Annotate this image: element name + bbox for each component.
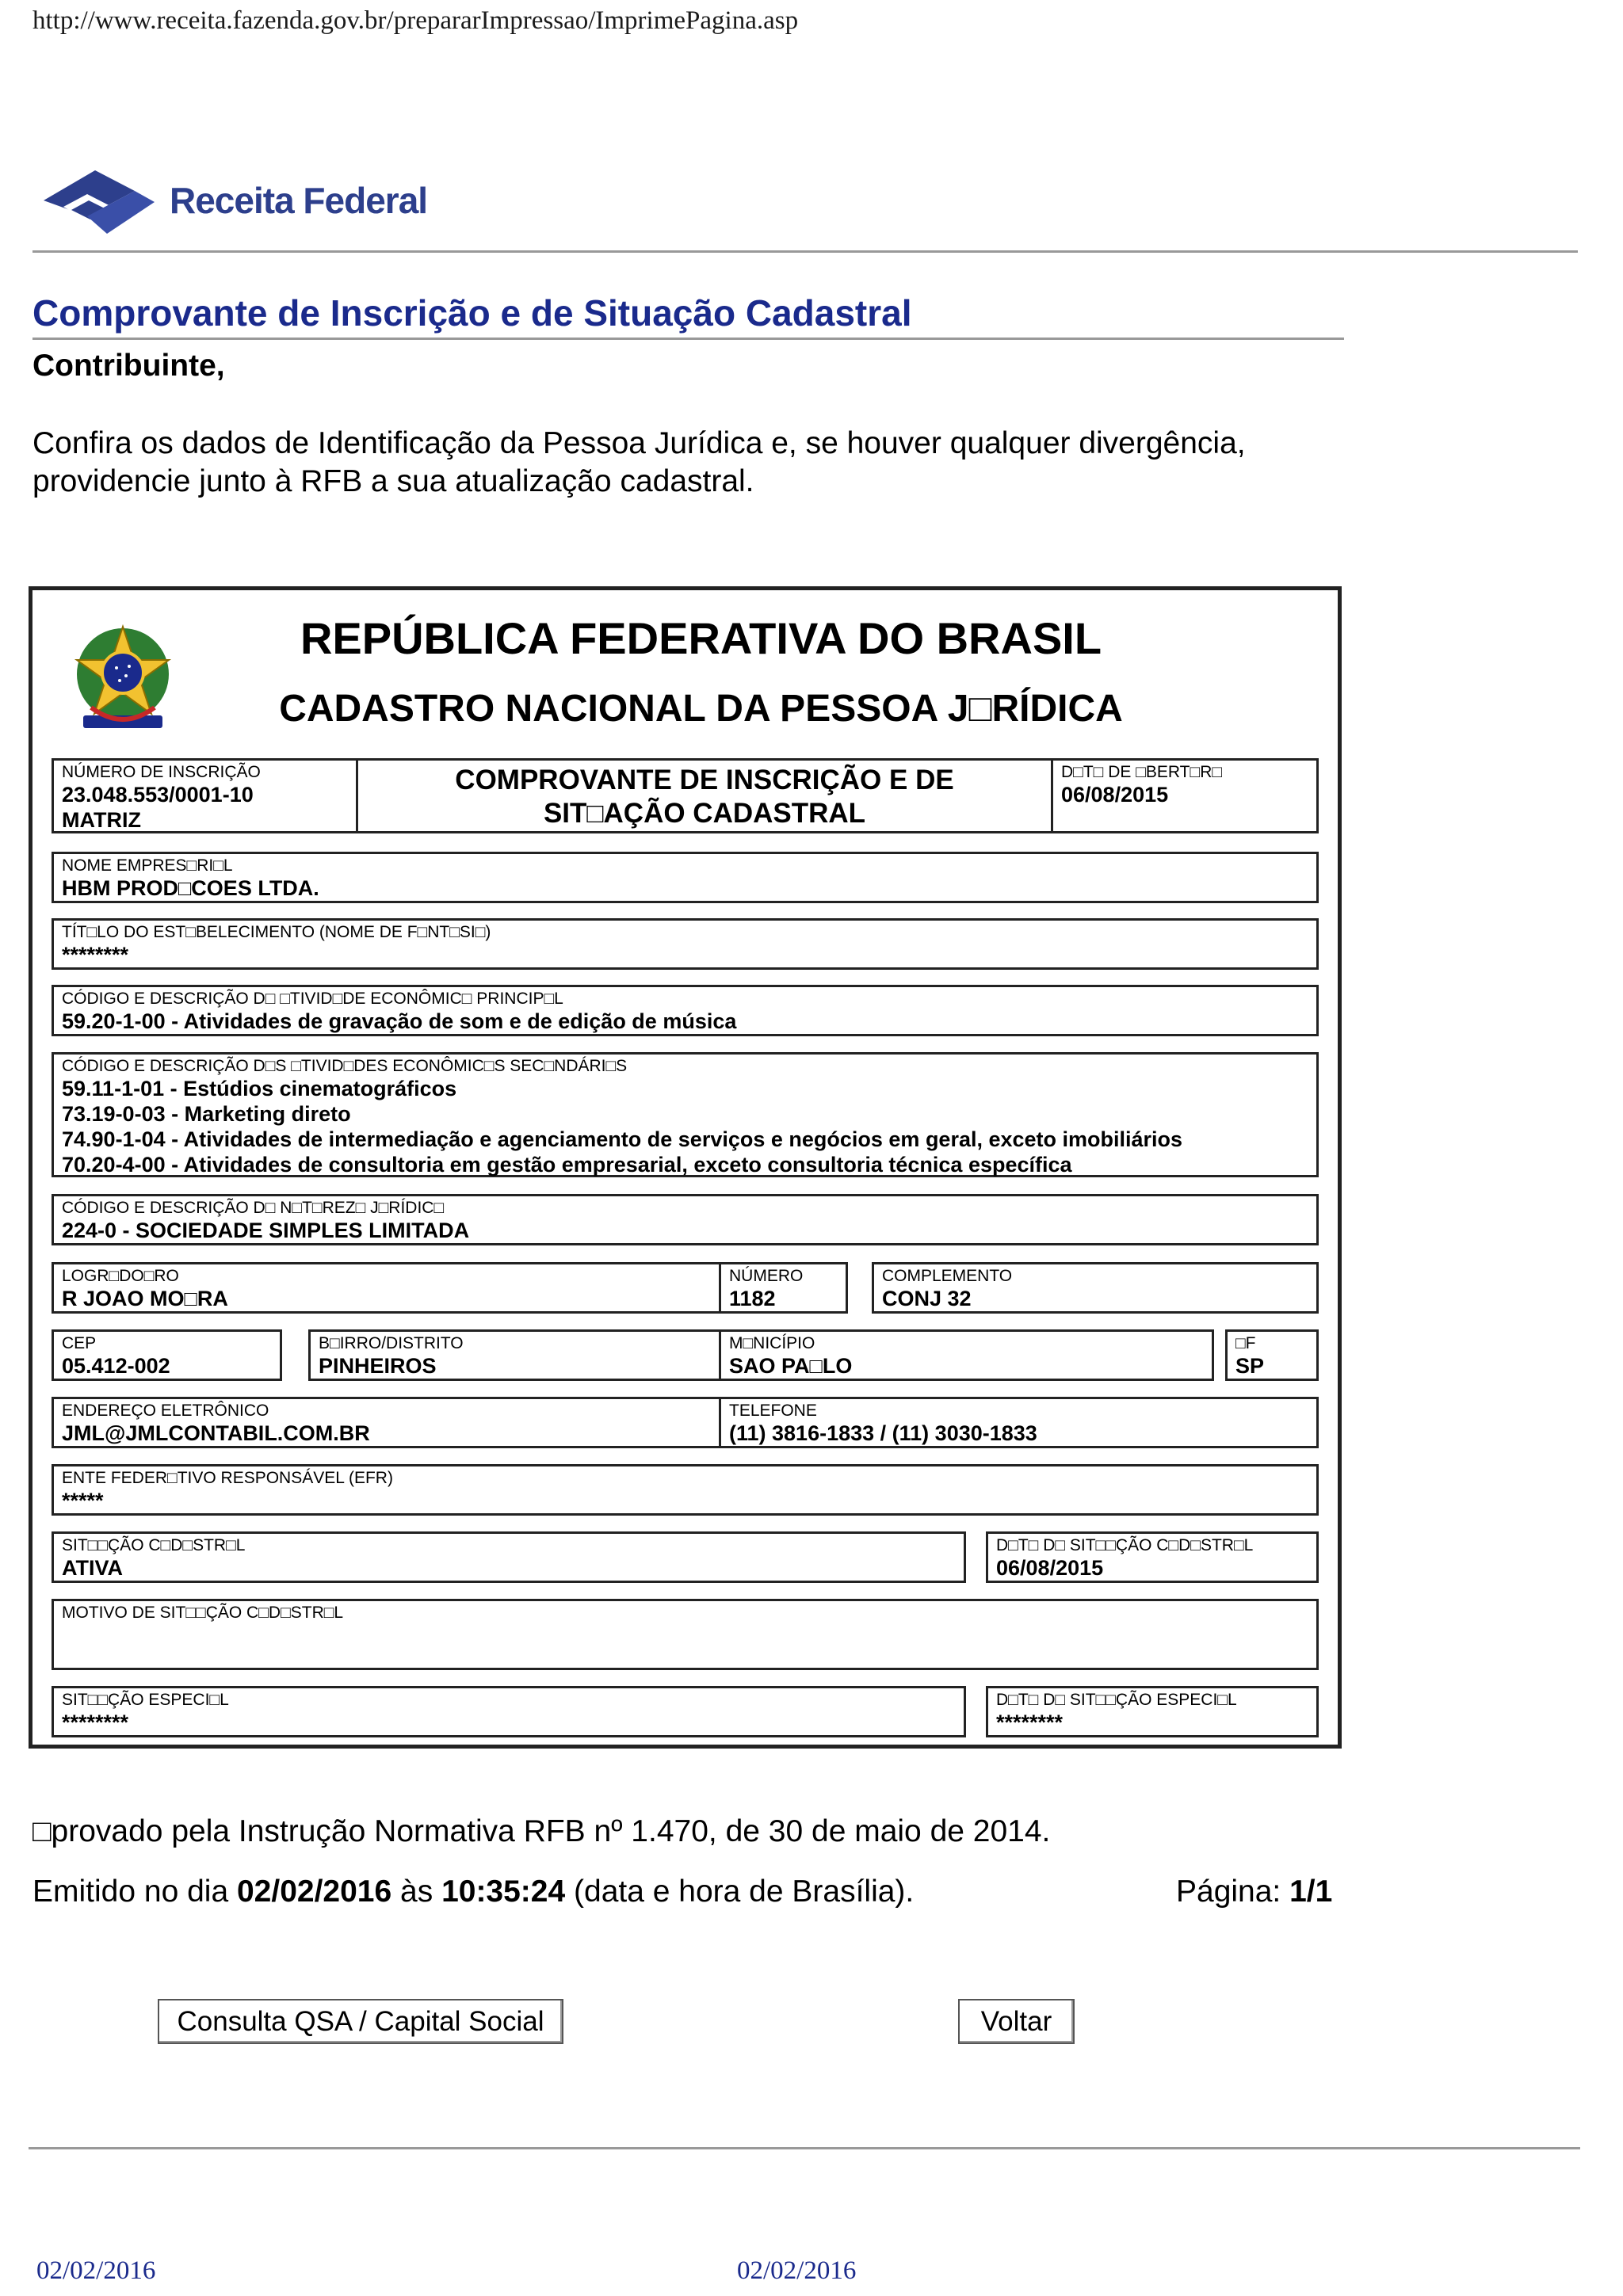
page-title: Comprovante de Inscrição e de Situação Cadastral <box>32 292 912 334</box>
atividade-principal-field <box>52 985 1319 1036</box>
intro-text: Confira os dados de Identificação da Pessoa Jurídica e, se houver qualquer divergência, providencie junto à RFB a sua atualização cadastral. <box>32 426 1246 498</box>
field-label: CÓDIGO E DESCRIÇÃO D□ N□T□REZ□ J□RÍDIC□ <box>62 1199 445 1217</box>
field-value: 1182 <box>729 1287 776 1310</box>
footer-date-right: 02/02/2016 <box>737 2256 857 2285</box>
field-label: ENTE FEDER□TIVO RESPONSÁVEL (EFR) <box>62 1469 393 1487</box>
complemento-field <box>872 1262 1319 1314</box>
field-value: 224-0 - SOCIEDADE SIMPLES LIMITADA <box>62 1219 470 1242</box>
field-value: R JOAO MO□RA <box>62 1287 228 1310</box>
uf-field <box>1225 1329 1319 1381</box>
page-counter <box>1176 1875 1332 1909</box>
consulta-qsa-button[interactable]: Consulta QSA / Capital Social <box>158 1999 563 2044</box>
field-label: LOGR□DO□RO <box>62 1267 179 1285</box>
bairro-field <box>308 1329 721 1381</box>
emission-prefix: Emitido no dia <box>32 1875 237 1909</box>
numero-inscricao-field <box>52 758 358 833</box>
field-label: D□T□ D□ SIT□□ÇÃO C□D□STR□L <box>996 1536 1254 1554</box>
situacao-especial-field <box>52 1686 966 1737</box>
emission-date: 02/02/2016 <box>236 1875 392 1909</box>
field-value: 59.20-1-00 - Atividades de gravação de som e de edição de música <box>62 1009 737 1033</box>
field-value: 06/08/2015 <box>996 1556 1104 1580</box>
field-label: □F <box>1235 1334 1256 1352</box>
top-divider <box>32 250 1578 253</box>
email-field <box>52 1397 721 1448</box>
data-situacao-field <box>986 1531 1319 1583</box>
field-label: CÓDIGO E DESCRIÇÃO D□S □TIVID□DES ECONÔMIC□S SEC□NDÁRI□S <box>62 1057 628 1075</box>
field-label: CEP <box>62 1334 97 1352</box>
logradouro-field <box>52 1262 721 1314</box>
field-label: COMPLEMENTO <box>882 1267 1013 1285</box>
secondary-activity: 70.20-4-00 - Atividades de consultoria em gestão empresarial, exceto consultoria técnica específica <box>62 1153 1072 1177</box>
logo-text: Receita Federal <box>170 180 428 221</box>
page-label: Página: <box>1176 1875 1290 1909</box>
numero-field <box>719 1262 848 1314</box>
field-label: D□T□ D□ SIT□□ÇÃO ESPECI□L <box>996 1691 1237 1709</box>
emission-time: 10:35:24 <box>441 1875 566 1909</box>
field-label: SIT□□ÇÃO ESPECI□L <box>62 1691 229 1709</box>
field-label: ENDEREÇO ELETRÔNICO <box>62 1402 269 1420</box>
emission-middle: às <box>391 1875 442 1909</box>
field-label: CÓDIGO E DESCRIÇÃO D□ □TIVID□DE ECONÔMIC□ PRINCIP□L <box>62 990 563 1008</box>
field-label: M□NICÍPIO <box>729 1334 815 1352</box>
data-situacao-especial-field <box>986 1686 1319 1737</box>
field-value: SP <box>1235 1354 1265 1378</box>
field-value: HBM PROD□COES LTDA. <box>62 876 319 900</box>
bottom-divider <box>29 2147 1580 2149</box>
title-underline <box>32 338 1344 340</box>
municipio-field <box>719 1329 1214 1381</box>
field-value: ******** <box>62 943 129 967</box>
field-value: JML@JMLCONTABIL.COM.BR <box>62 1421 370 1445</box>
nome-empresarial-field <box>52 852 1319 903</box>
page-value: 1/1 <box>1289 1875 1333 1909</box>
greeting: Contribuinte, <box>32 349 225 383</box>
motivo-situacao-field <box>52 1599 1319 1670</box>
field-value: 05.412-002 <box>62 1354 170 1378</box>
field-label: D□T□ DE □BERT□R□ <box>1061 763 1223 781</box>
field-label: SIT□□ÇÃO C□D□STR□L <box>62 1536 246 1554</box>
emission-suffix: (data e hora de Brasília). <box>565 1875 915 1909</box>
field-value: SAO PA□LO <box>729 1354 853 1378</box>
comprovante-title: COMPROVANTE DE INSCRIÇÃO E DE SIT□AÇÃO CADASTRAL <box>455 765 954 829</box>
efr-field <box>52 1464 1319 1516</box>
voltar-button[interactable]: Voltar <box>958 1999 1075 2044</box>
emission-info <box>32 1875 914 1909</box>
field-label: NÚMERO DE INSCRIÇÃO <box>62 763 261 781</box>
field-value-type: MATRIZ <box>62 808 141 832</box>
cnpj-certificate <box>29 586 1342 1749</box>
field-value: PINHEIROS <box>319 1354 437 1378</box>
natureza-juridica-field <box>52 1194 1319 1245</box>
titulo-estabelecimento-field <box>52 918 1319 970</box>
field-value: ATIVA <box>62 1556 123 1580</box>
field-value: (11) 3816-1833 / (11) 3030-1833 <box>729 1421 1037 1445</box>
field-value: ******** <box>996 1711 1064 1734</box>
approval-note: □provado pela Instrução Normativa RFB nº 1.470, de 30 de maio de 2014. <box>32 1814 1051 1848</box>
comprovante-title-box <box>356 758 1053 833</box>
field-label: TÍT□LO DO EST□BELECIMENTO (NOME DE F□NT□SI□) <box>62 923 491 941</box>
secondary-activity: 59.11-1-01 - Estúdios cinematográficos <box>62 1077 457 1100</box>
cadastro-heading: CADASTRO NACIONAL DA PESSOA J□RÍDICA <box>279 688 1123 730</box>
field-label: NOME EMPRES□RI□L <box>62 856 233 875</box>
cep-field <box>52 1329 282 1381</box>
field-value: ***** <box>62 1489 104 1512</box>
field-value: 06/08/2015 <box>1061 783 1169 807</box>
field-label: MOTIVO DE SIT□□ÇÃO C□D□STR□L <box>62 1604 344 1622</box>
field-label: NÚMERO <box>729 1267 804 1285</box>
field-label: B□IRRO/DISTRITO <box>319 1334 464 1352</box>
republic-heading: REPÚBLICA FEDERATIVA DO BRASIL <box>300 613 1102 663</box>
atividades-secundarias-field <box>52 1052 1319 1177</box>
telefone-field <box>719 1397 1319 1448</box>
situacao-cadastral-field <box>52 1531 966 1583</box>
field-value: ******** <box>62 1711 129 1734</box>
receita-federal-logo <box>40 157 427 244</box>
data-abertura-field <box>1051 758 1319 833</box>
receita-federal-emblem-icon <box>40 161 158 240</box>
field-label: TELEFONE <box>729 1402 817 1420</box>
footer-date-left: 02/02/2016 <box>36 2256 156 2285</box>
field-value: CONJ 32 <box>882 1287 972 1310</box>
field-value: 23.048.553/0001-10 <box>62 783 254 807</box>
secondary-activity: 74.90-1-04 - Atividades de intermediação e agenciamento de serviços e negócios em geral, exceto imobiliários <box>62 1127 1183 1151</box>
secondary-activity: 73.19-0-03 - Marketing direto <box>62 1102 351 1126</box>
page-url: http://www.receita.fazenda.gov.br/prepararImpressao/ImprimePagina.asp <box>32 6 799 35</box>
